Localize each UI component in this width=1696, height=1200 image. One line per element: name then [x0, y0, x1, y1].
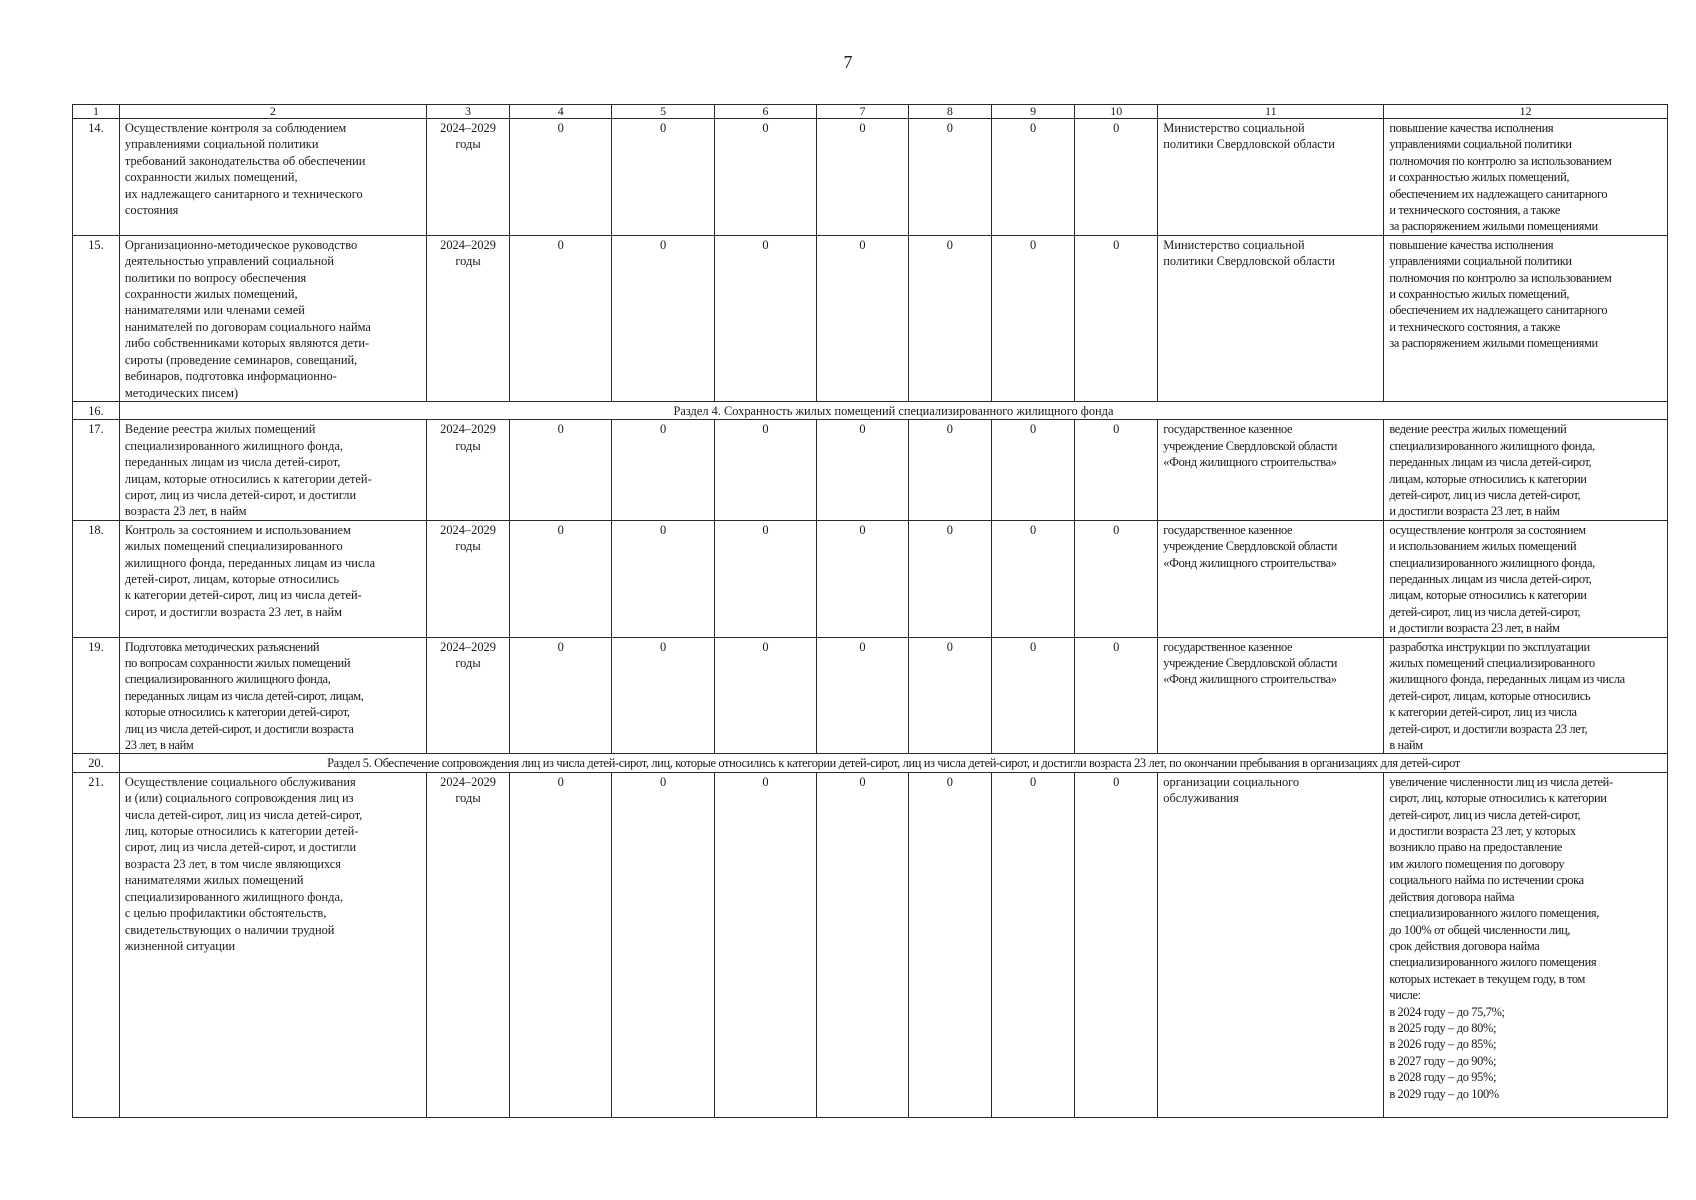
- section-title: Раздел 5. Обеспечение сопровождения лиц из числа детей-сирот, лиц, которые относились к категории детей-сирот, лиц из числа детей-сирот, и достигли возраста 23 лет, по окончании пребывания в организациях для детей-сирот: [119, 754, 1667, 772]
- column-header: 4: [510, 105, 612, 119]
- table-row: [73, 119, 1668, 236]
- value-cell: 0: [991, 520, 1074, 637]
- activity-cell: Осуществление социального обслуживания и (или) социального сопровождения лиц из числа детей-сирот, лиц из числа детей-сирот, лиц, которые относились к категории детей- сирот, лиц из числа детей-сирот, и достигли возраста 23 лет, в том числе являющихся нанимателями жилых помещений специализированного жилищного фонда, с целью профилактики обстоятельств, свидетельствующих о наличии трудной жизненной ситуации: [119, 772, 426, 1117]
- section-row: [73, 401, 1668, 419]
- value-cell: 0: [510, 637, 612, 754]
- period-cell: 2024–2029 годы: [426, 520, 509, 637]
- value-cell: 0: [510, 772, 612, 1117]
- result-cell: разработка инструкции по эксплуатации жилых помещений специализированного жилищного фонда, переданных лицам из числа детей-сирот, лицам, которые относились к категории детей-сирот, лиц из числа детей-сирот, и достигли возраста 23 лет, в найм: [1384, 637, 1668, 754]
- value-cell: 0: [714, 235, 816, 401]
- result-cell: повышение качества исполнения управлениями социальной политики полномочия по контролю за использованием и сохранностью жилых помещений, обеспечением их надлежащего санитарного и технического состояния, а также за распоряжением жилыми помещениями: [1384, 235, 1668, 401]
- table-row: [73, 772, 1668, 1117]
- activity-cell: Ведение реестра жилых помещений специализированного жилищного фонда, переданных лицам из числа детей-сирот, лицам, которые относились к категории детей- сирот, лиц из числа детей-сирот, и достигли возраста 23 лет, в найм: [119, 420, 426, 520]
- executor-cell: Министерство социальной политики Свердловской области: [1158, 235, 1384, 401]
- column-header: 5: [612, 105, 714, 119]
- column-header: 3: [426, 105, 509, 119]
- value-cell: 0: [714, 119, 816, 236]
- result-cell: увеличение численности лиц из числа детей- сирот, лиц, которые относились к категории детей-сирот, лиц из числа детей-сирот, и достигли возраста 23 лет, у которых возникло право на предоставление им жилого помещения по договору социального найма по истечении срока действия договора найма специализированного жилого помещения, до 100% от общей численности лиц, срок действия договора найма специализированного жилого помещения которых истекает в текущем году, в том числе: в 2024 году – до 75,7%; в 2025 году – до 80%; в 2026 году – до 85%; в 2027 году – до 90%; в 2028 году – до 95%; в 2029 году – до 100%: [1384, 772, 1668, 1117]
- value-cell: 0: [991, 119, 1074, 236]
- value-cell: 0: [908, 235, 991, 401]
- column-header: 11: [1158, 105, 1384, 119]
- value-cell: 0: [817, 637, 909, 754]
- value-cell: 0: [612, 235, 714, 401]
- value-cell: 0: [908, 520, 991, 637]
- period-cell: 2024–2029 годы: [426, 420, 509, 520]
- value-cell: 0: [714, 520, 816, 637]
- column-number-row: [73, 105, 1668, 119]
- value-cell: 0: [817, 520, 909, 637]
- column-header: 10: [1075, 105, 1158, 119]
- value-cell: 0: [991, 235, 1074, 401]
- column-header: 2: [119, 105, 426, 119]
- value-cell: 0: [714, 772, 816, 1117]
- value-cell: 0: [1075, 420, 1158, 520]
- period-cell: 2024–2029 годы: [426, 235, 509, 401]
- value-cell: 0: [991, 772, 1074, 1117]
- column-header: 12: [1384, 105, 1668, 119]
- row-number: 17.: [73, 420, 120, 520]
- table-row: [73, 637, 1668, 754]
- value-cell: 0: [1075, 520, 1158, 637]
- section-title: Раздел 4. Сохранность жилых помещений специализированного жилищного фонда: [119, 401, 1667, 419]
- row-number: 16.: [73, 401, 120, 419]
- value-cell: 0: [908, 637, 991, 754]
- executor-cell: организации социального обслуживания: [1158, 772, 1384, 1117]
- executor-cell: государственное казенное учреждение Свердловской области «Фонд жилищного строительства»: [1158, 420, 1384, 520]
- row-number: 15.: [73, 235, 120, 401]
- value-cell: 0: [817, 420, 909, 520]
- activity-cell: Организационно-методическое руководство деятельностью управлений социальной политики по вопросу обеспечения сохранности жилых помещений, нанимателями или членами семей нанимателей по договорам социального найма либо собственниками которых являются дети- сироты (проведение семинаров, совещаний, вебинаров, подготовка информационно- методических писем): [119, 235, 426, 401]
- value-cell: 0: [612, 772, 714, 1117]
- value-cell: 0: [612, 637, 714, 754]
- activity-cell: Контроль за состоянием и использованием жилых помещений специализированного жилищного фонда, переданных лицам из числа детей-сирот, лицам, которые относились к категории детей-сирот, лиц из числа детей- сирот, и достигли возраста 23 лет, в найм: [119, 520, 426, 637]
- value-cell: 0: [714, 420, 816, 520]
- column-header: 7: [817, 105, 909, 119]
- value-cell: 0: [1075, 235, 1158, 401]
- column-header: 6: [714, 105, 816, 119]
- row-number: 18.: [73, 520, 120, 637]
- row-number: 19.: [73, 637, 120, 754]
- value-cell: 0: [510, 420, 612, 520]
- executor-cell: Министерство социальной политики Свердловской области: [1158, 119, 1384, 236]
- period-cell: 2024–2029 годы: [426, 119, 509, 236]
- value-cell: 0: [510, 119, 612, 236]
- row-number: 20.: [73, 754, 120, 772]
- activity-cell: Подготовка методических разъяснений по вопросам сохранности жилых помещений специализированного жилищного фонда, переданных лицам из числа детей-сирот, лицам, которые относились к категории детей-сирот, лиц из числа детей-сирот, и достигли возраста 23 лет, в найм: [119, 637, 426, 754]
- value-cell: 0: [817, 772, 909, 1117]
- row-number: 14.: [73, 119, 120, 236]
- column-header: 8: [908, 105, 991, 119]
- activity-cell: Осуществление контроля за соблюдением управлениями социальной политики требований законодательства об обеспечении сохранности жилых помещений, их надлежащего санитарного и технического состояния: [119, 119, 426, 236]
- value-cell: 0: [991, 420, 1074, 520]
- executor-cell: государственное казенное учреждение Свердловской области «Фонд жилищного строительства»: [1158, 520, 1384, 637]
- value-cell: 0: [817, 119, 909, 236]
- value-cell: 0: [991, 637, 1074, 754]
- value-cell: 0: [510, 235, 612, 401]
- value-cell: 0: [817, 235, 909, 401]
- column-header: 1: [73, 105, 120, 119]
- table-row: [73, 420, 1668, 520]
- program-table: [72, 104, 1668, 1118]
- value-cell: 0: [1075, 637, 1158, 754]
- value-cell: 0: [908, 119, 991, 236]
- value-cell: 0: [1075, 772, 1158, 1117]
- table-row: [73, 520, 1668, 637]
- period-cell: 2024–2029 годы: [426, 772, 509, 1117]
- section-row: [73, 754, 1668, 772]
- result-cell: ведение реестра жилых помещений специализированного жилищного фонда, переданных лицам из числа детей-сирот, лицам, которые относились к категории детей-сирот, лиц из числа детей-сирот, и достигли возраста 23 лет, в найм: [1384, 420, 1668, 520]
- executor-cell: государственное казенное учреждение Свердловской области «Фонд жилищного строительства»: [1158, 637, 1384, 754]
- result-cell: осуществление контроля за состоянием и использованием жилых помещений специализированного жилищного фонда, переданных лицам из числа детей-сирот, лицам, которые относились к категории детей-сирот, лиц из числа детей-сирот, и достигли возраста 23 лет, в найм: [1384, 520, 1668, 637]
- value-cell: 0: [1075, 119, 1158, 236]
- value-cell: 0: [908, 772, 991, 1117]
- value-cell: 0: [714, 637, 816, 754]
- value-cell: 0: [908, 420, 991, 520]
- value-cell: 0: [612, 119, 714, 236]
- period-cell: 2024–2029 годы: [426, 637, 509, 754]
- table-row: [73, 235, 1668, 401]
- page-number: 7: [843, 52, 853, 72]
- value-cell: 0: [510, 520, 612, 637]
- value-cell: 0: [612, 420, 714, 520]
- result-cell: повышение качества исполнения управлениями социальной политики полномочия по контролю за использованием и сохранностью жилых помещений, обеспечением их надлежащего санитарного и технического состояния, а также за распоряжением жилыми помещениями: [1384, 119, 1668, 236]
- column-header: 9: [991, 105, 1074, 119]
- row-number: 21.: [73, 772, 120, 1117]
- value-cell: 0: [612, 520, 714, 637]
